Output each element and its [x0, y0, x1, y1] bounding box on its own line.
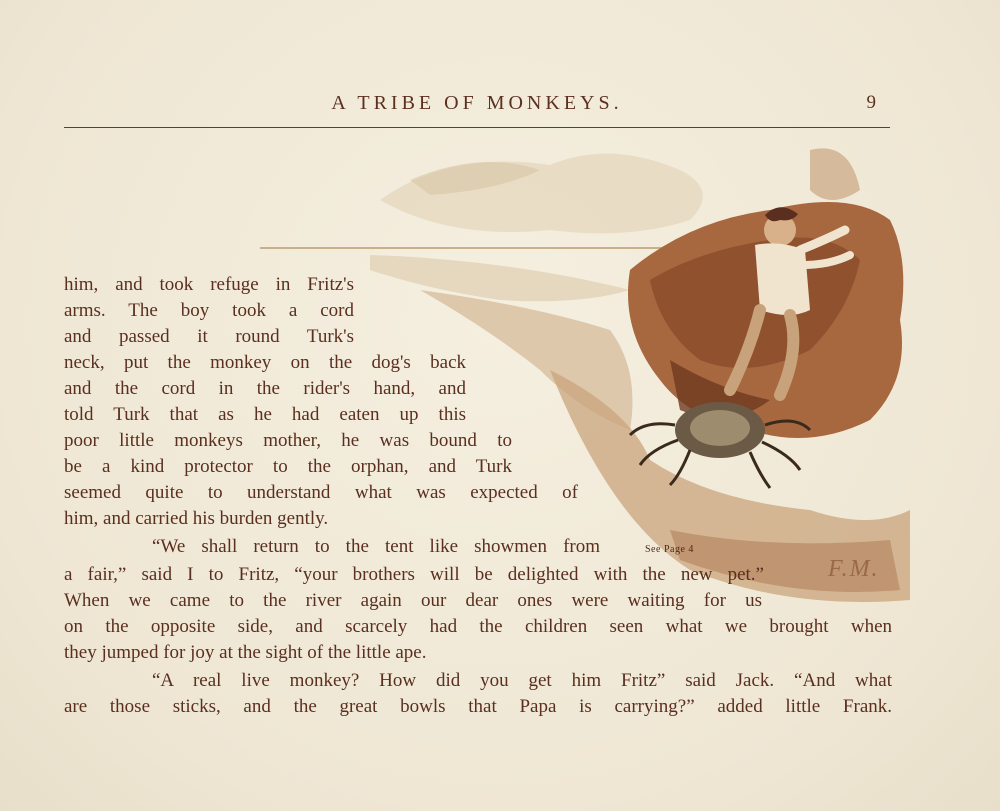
text-line: neck, put the monkey on the dog's back: [64, 352, 466, 373]
text-line: on the opposite side, and scarcely had the children seen what we brought when: [64, 616, 892, 637]
text-line: seemed quite to understand what was expected of: [64, 482, 578, 503]
illustration-caption: See Page 4: [645, 544, 694, 555]
running-head: [64, 92, 890, 122]
text-line: When we came to the river again our dear ones were waiting for us: [64, 590, 762, 611]
text-line: “A real live monkey? How did you get him Fritz” said Jack. “And what: [152, 670, 892, 691]
chapter-title: A TRIBE OF MONKEYS.: [331, 92, 623, 114]
text-line: and the cord in the rider's hand, and: [64, 378, 466, 399]
text-line: a fair,” said I to Fritz, “your brothers will be delighted with the new pet.”: [64, 564, 764, 585]
text-line: arms. The boy took a cord: [64, 300, 354, 321]
artist-signature: F.M.: [828, 556, 880, 582]
text-line: him, and took refuge in Fritz's: [64, 274, 354, 295]
page-number: 9: [866, 92, 876, 113]
text-line: him, and carried his burden gently.: [64, 508, 329, 529]
text-line: “We shall return to the tent like showmen from: [152, 536, 600, 557]
text-line: poor little monkeys mother, he was bound to: [64, 430, 512, 451]
text-line: and passed it round Turk's: [64, 326, 354, 347]
header-rule: [64, 127, 890, 128]
text-line: they jumped for joy at the sight of the little ape.: [64, 642, 427, 663]
text-line: are those sticks, and the great bowls that Papa is carrying?” added little Frank.: [64, 696, 892, 717]
text-line: be a kind protector to the orphan, and Turk: [64, 456, 512, 477]
text-line: told Turk that as he had eaten up this: [64, 404, 466, 425]
